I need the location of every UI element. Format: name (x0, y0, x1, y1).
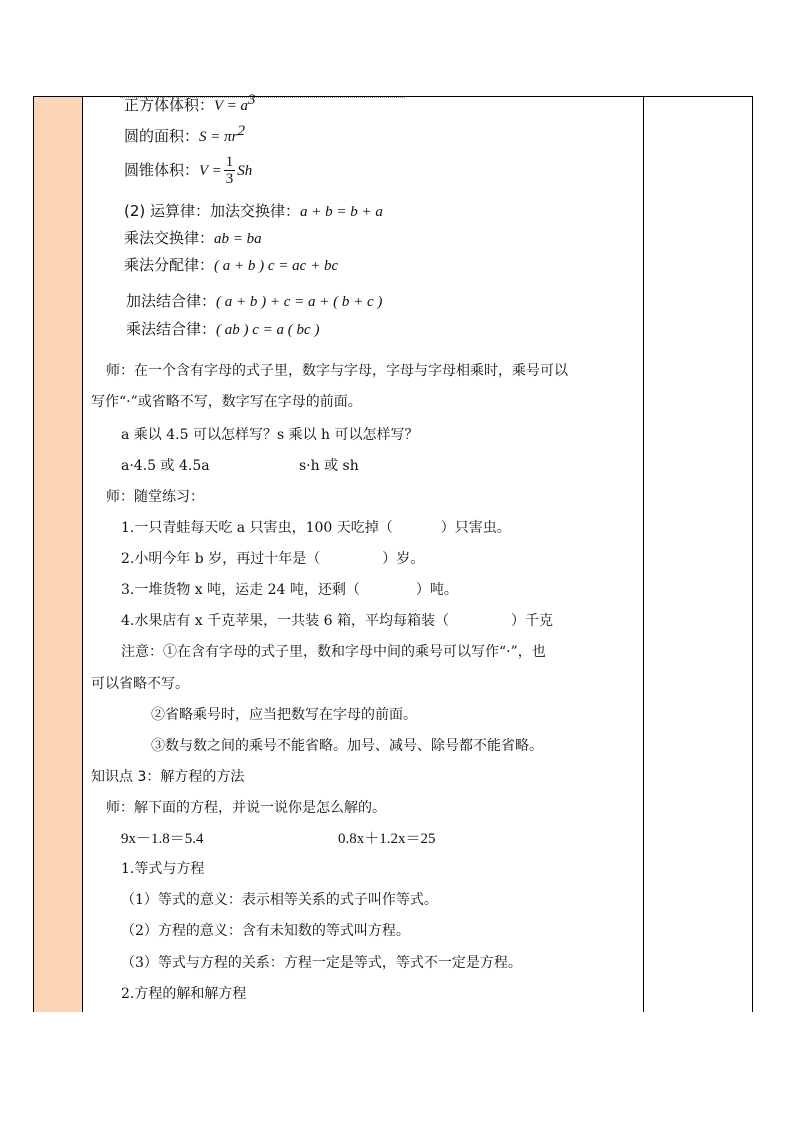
equation-1: 9x－1.8＝5.4 (121, 831, 204, 847)
question-multiply: a 乘以 4.5 可以怎样写？s 乘以 h 可以怎样写？ (121, 427, 419, 443)
notice-line-3: ②省略乘号时，应当把数写在字母的前面。 (151, 707, 417, 723)
add-assoc-row (126, 290, 382, 311)
mul-comm-label: 乘法交换律： (124, 229, 215, 247)
practice-item-1-tail: ）只害虫。 (440, 520, 511, 536)
circle-area-exponent: 2 (237, 123, 245, 139)
cube-volume-exponent: 3 (248, 92, 256, 108)
practice-item-3 (121, 579, 458, 599)
teacher-note-line-2: 写作“·”或省略不写，数字写在字母的前面。 (91, 394, 362, 410)
practice-item-2-text: 2.小明今年 b 岁，再过十年是（ (121, 551, 321, 567)
cone-volume-lhs: V = (199, 163, 222, 179)
section-solution: 2.方程的解和解方程 (121, 986, 247, 1002)
circle-area-label: 圆的面积： (124, 127, 200, 145)
knowledge-point-3-heading: 知识点 3：解方程的方法 (91, 769, 245, 785)
practice-title: 师：随堂练习： (106, 489, 204, 505)
solve-prompt: 师：解下面的方程，并说一说你是怎么解的。 (106, 800, 386, 816)
equation-2: 0.8x＋1.2x＝25 (338, 831, 436, 847)
definition-equation: （2）方程的意义：含有未知数的等式叫方程。 (121, 923, 410, 939)
one-third-fraction (224, 154, 236, 187)
fraction-denominator: 3 (225, 171, 234, 187)
practice-item-4-text: 4.水果店有 x 千克苹果，一共装 6 箱，平均每箱装（ (121, 613, 449, 629)
left-shaded-column (33, 97, 82, 1012)
practice-item-4 (121, 610, 553, 630)
notice-line-4: ③数与数之间的乘号不能省略。加号、减号、除号都不能省略。 (151, 738, 543, 754)
definition-equality: （1）等式的意义：表示相等关系的式子叫作等式。 (121, 892, 438, 908)
add-comm-formula: a + b = b + a (300, 204, 383, 220)
practice-item-4-tail: ）千克 (510, 613, 553, 629)
mul-assoc-formula: ( ab ) c = a ( bc ) (216, 322, 320, 338)
practice-item-2 (121, 548, 424, 568)
cone-volume-rhs: Sh (237, 163, 253, 179)
answer-right: s·h 或 sh (299, 458, 359, 474)
mul-dist-label: 乘法分配律： (124, 256, 215, 274)
mul-dist-formula: ( a + b ) c = ac + bc (214, 258, 339, 274)
cube-volume-row (124, 94, 256, 115)
cube-volume-formula: V = a (214, 98, 249, 114)
add-assoc-label: 加法结合律： (126, 292, 217, 310)
table-right-border (752, 96, 753, 1012)
practice-item-2-tail: ）岁。 (382, 551, 425, 567)
mul-assoc-row (126, 318, 319, 339)
section-equality-equation: 1.等式与方程 (121, 861, 205, 877)
circle-area-row (124, 125, 245, 146)
mul-assoc-label: 乘法结合律： (126, 320, 217, 338)
practice-item-1 (121, 517, 511, 537)
column-divider-2 (643, 96, 644, 1012)
circle-area-formula: S = πr (199, 129, 238, 145)
table-left-border (33, 96, 34, 1012)
column-divider-1 (82, 96, 83, 1012)
teacher-note-line-1: 师：在一个含有字母的式子里，数字与字母，字母与字母相乘时，乘号可以 (106, 363, 568, 379)
cone-volume-label: 圆锥体积： (124, 161, 200, 179)
add-comm-label: 加法交换律： (210, 202, 301, 220)
add-assoc-formula: ( a + b ) + c = a + ( b + c ) (216, 294, 383, 310)
practice-item-3-tail: ）吨。 (415, 582, 458, 598)
mul-comm-formula: ab = ba (214, 231, 262, 247)
cube-volume-label: 正方体体积： (124, 96, 215, 114)
answer-left: a·4.5 或 4.5a (121, 458, 210, 474)
notice-line-2: 可以省略不写。 (91, 676, 189, 692)
practice-item-1-text: 1.一只青蛙每天吃 a 只害虫，100 天吃掉（ (121, 520, 393, 536)
practice-item-3-text: 3.一堆货物 x 吨，运走 24 吨，还剩（ (121, 582, 360, 598)
definition-relationship: （3）等式与方程的关系：方程一定是等式，等式不一定是方程。 (121, 955, 522, 971)
mul-comm-row (124, 227, 262, 248)
cone-volume-row (124, 150, 252, 191)
laws-intro: (2) 运算律： (124, 202, 211, 220)
notice-line-1: 注意：①在含有字母的式子里，数和字母中间的乘号可以写作“·”，也 (121, 644, 546, 660)
fraction-numerator: 1 (225, 154, 234, 170)
add-comm-row (124, 200, 383, 221)
mul-dist-row (124, 254, 338, 275)
